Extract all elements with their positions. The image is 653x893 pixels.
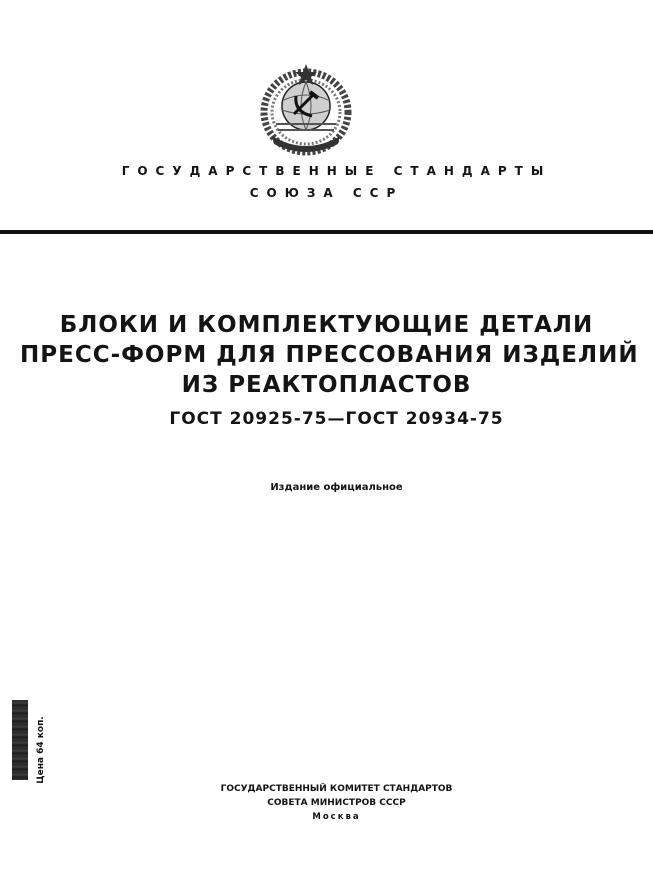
publisher-line-2: СОВЕТА МИНИСТРОВ СССР	[267, 798, 406, 808]
series-subtitle: СОЮЗА ССР	[249, 186, 404, 200]
document-title-line-1: БЛОКИ И КОМПЛЕКТУЮЩИЕ ДЕТАЛИ	[59, 312, 594, 338]
publisher-city: Москва	[312, 812, 361, 822]
publisher-line-1: ГОСУДАРСТВЕННЫЙ КОМИТЕТ СТАНДАРТОВ	[220, 784, 453, 794]
price-bar-decoration	[12, 700, 28, 780]
edition-note: Издание официальное	[270, 482, 403, 493]
ussr-emblem-icon	[258, 60, 354, 156]
series-title: ГОСУДАРСТВЕННЫЕ СТАНДАРТЫ	[121, 164, 552, 178]
price-label: Цена 64 коп.	[36, 716, 46, 784]
standard-number-range: ГОСТ 20925-75—ГОСТ 20934-75	[169, 409, 504, 429]
document-title-line-2: ПРЕСС-ФОРМ ДЛЯ ПРЕССОВАНИЯ ИЗДЕЛИЙ	[20, 342, 639, 368]
document-title-line-3: ИЗ РЕАКТОПЛАСТОВ	[181, 372, 472, 398]
header-rule	[0, 230, 653, 234]
